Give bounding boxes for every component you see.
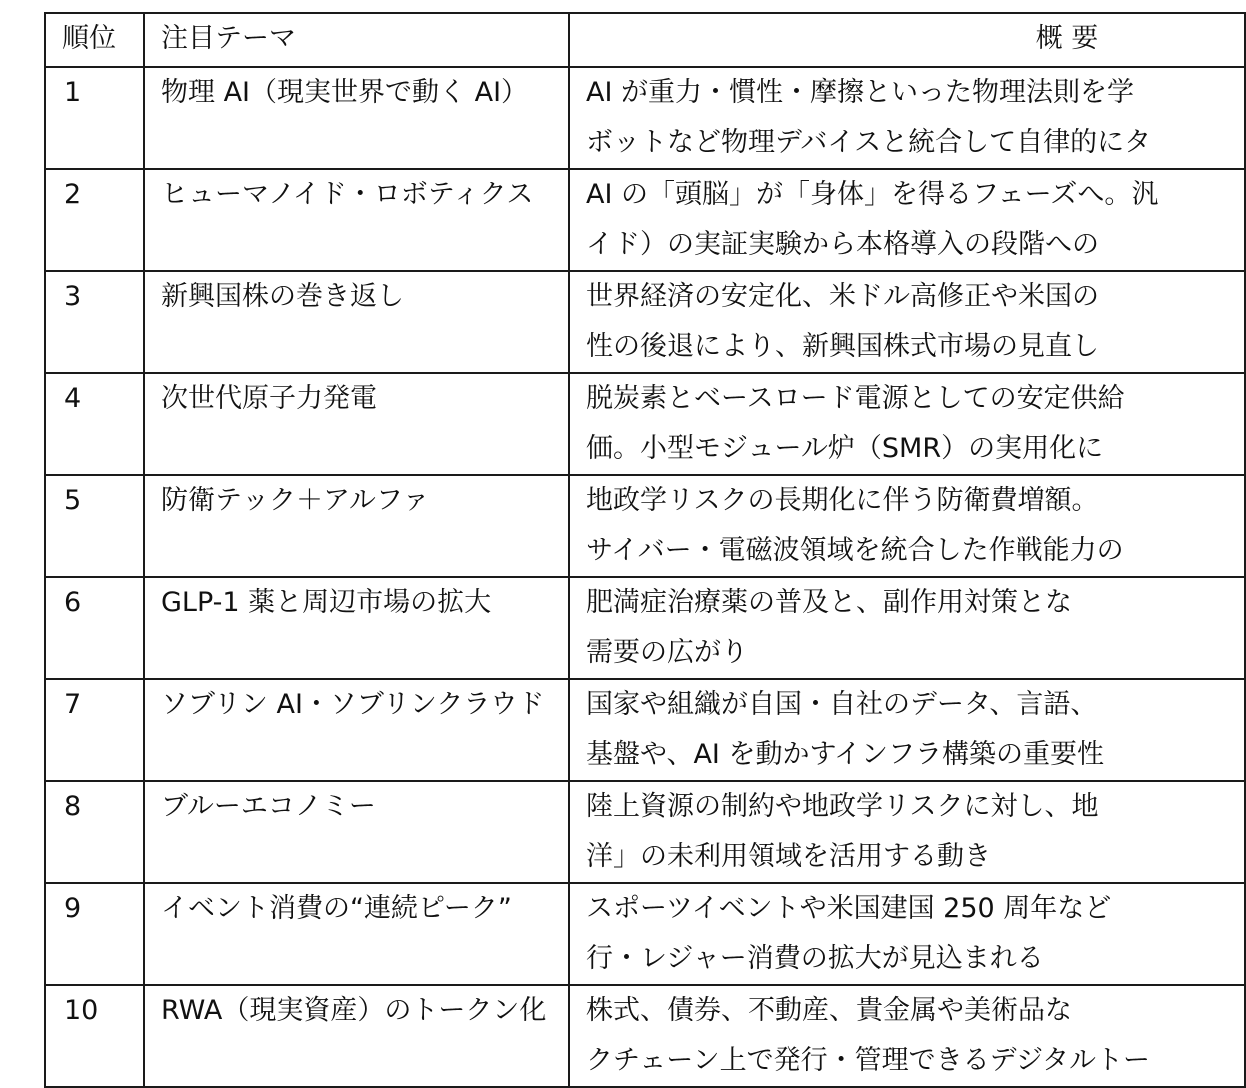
table-row	[45, 883, 1245, 985]
summary-line: 地政学リスクの長期化に伴う防衛費増額。	[586, 485, 1099, 516]
table-row	[45, 271, 1245, 373]
summary-line: クチェーン上で発行・管理できるデジタルトー	[586, 1045, 1151, 1076]
rank-cell: 2	[45, 169, 144, 271]
rank-cell: 6	[45, 577, 144, 679]
theme-cell: RWA（現実資産）のトークン化	[144, 985, 569, 1087]
summary-line: AI の「頭脳」が「身体」を得るフェーズへ。汎	[586, 179, 1159, 210]
summary-cell	[569, 781, 1245, 883]
summary-line: 肥満症治療薬の普及と、副作用対策とな	[586, 587, 1072, 618]
rank-cell: 1	[45, 67, 144, 169]
theme-cell: ヒューマノイド・ロボティクス	[144, 169, 569, 271]
rank-cell: 9	[45, 883, 144, 985]
table-row	[45, 781, 1245, 883]
table-body	[45, 67, 1245, 1087]
summary-line: 基盤や、AI を動かすインフラ構築の重要性	[586, 739, 1105, 770]
summary-cell	[569, 271, 1245, 373]
summary-line: 脱炭素とベースロード電源としての安定供給	[586, 383, 1125, 414]
rank-cell: 5	[45, 475, 144, 577]
table-row	[45, 373, 1245, 475]
summary-line: スポーツイベントや米国建国 250 周年など	[586, 893, 1112, 924]
table-row	[45, 475, 1245, 577]
summary-line: イド）の実証実験から本格導入の段階への	[586, 229, 1099, 260]
summary-cell	[569, 169, 1245, 271]
summary-line: 株式、債券、不動産、貴金属や美術品な	[586, 995, 1072, 1026]
summary-cell	[569, 373, 1245, 475]
table-row	[45, 67, 1245, 169]
header-rank: 順位	[45, 13, 144, 67]
rank-cell: 8	[45, 781, 144, 883]
rank-cell: 3	[45, 271, 144, 373]
summary-cell	[569, 67, 1245, 169]
summary-line: 陸上資源の制約や地政学リスクに対し、地	[586, 791, 1099, 822]
summary-cell	[569, 577, 1245, 679]
table-row	[45, 169, 1245, 271]
header-summary: 概 要	[1035, 23, 1099, 54]
theme-cell: 物理 AI（現実世界で動く AI）	[144, 67, 569, 169]
summary-line: 性の後退により、新興国株式市場の見直し	[586, 331, 1099, 362]
summary-line: 洋」の未利用領域を活用する動き	[586, 841, 991, 872]
rank-cell: 7	[45, 679, 144, 781]
summary-line: 需要の広がり	[586, 637, 748, 668]
theme-cell: ソブリン AI・ソブリンクラウド	[144, 679, 569, 781]
ranking-table	[44, 12, 1246, 1088]
rank-cell: 10	[45, 985, 144, 1087]
theme-cell: ブルーエコノミー	[144, 781, 569, 883]
summary-line: 行・レジャー消費の拡大が見込まれる	[586, 943, 1044, 974]
theme-cell: 防衛テック＋アルファ	[144, 475, 569, 577]
summary-cell	[569, 475, 1245, 577]
theme-cell: イベント消費の“連続ピーク”	[144, 883, 569, 985]
rank-cell: 4	[45, 373, 144, 475]
summary-line: AI が重力・慣性・摩擦といった物理法則を学	[586, 77, 1135, 108]
summary-cell	[569, 679, 1245, 781]
summary-line: ボットなど物理デバイスと統合して自律的にタ	[586, 127, 1152, 158]
table-row	[45, 679, 1245, 781]
summary-line: 国家や組織が自国・自社のデータ、言語、	[586, 689, 1098, 720]
summary-line: 価。小型モジュール炉（SMR）の実用化に	[586, 433, 1104, 464]
table-row	[45, 985, 1245, 1087]
summary-line: 世界経済の安定化、米ドル高修正や米国の	[586, 281, 1099, 312]
theme-cell: 次世代原子力発電	[144, 373, 569, 475]
summary-cell	[569, 985, 1245, 1087]
summary-cell	[569, 883, 1245, 985]
header-row	[45, 13, 1245, 67]
table-row	[45, 577, 1245, 679]
header-theme: 注目テーマ	[144, 13, 569, 67]
header-summary-cell	[569, 13, 1245, 67]
theme-cell: GLP-1 薬と周辺市場の拡大	[144, 577, 569, 679]
theme-cell: 新興国株の巻き返し	[144, 271, 569, 373]
summary-line: サイバー・電磁波領域を統合した作戦能力の	[586, 535, 1124, 566]
